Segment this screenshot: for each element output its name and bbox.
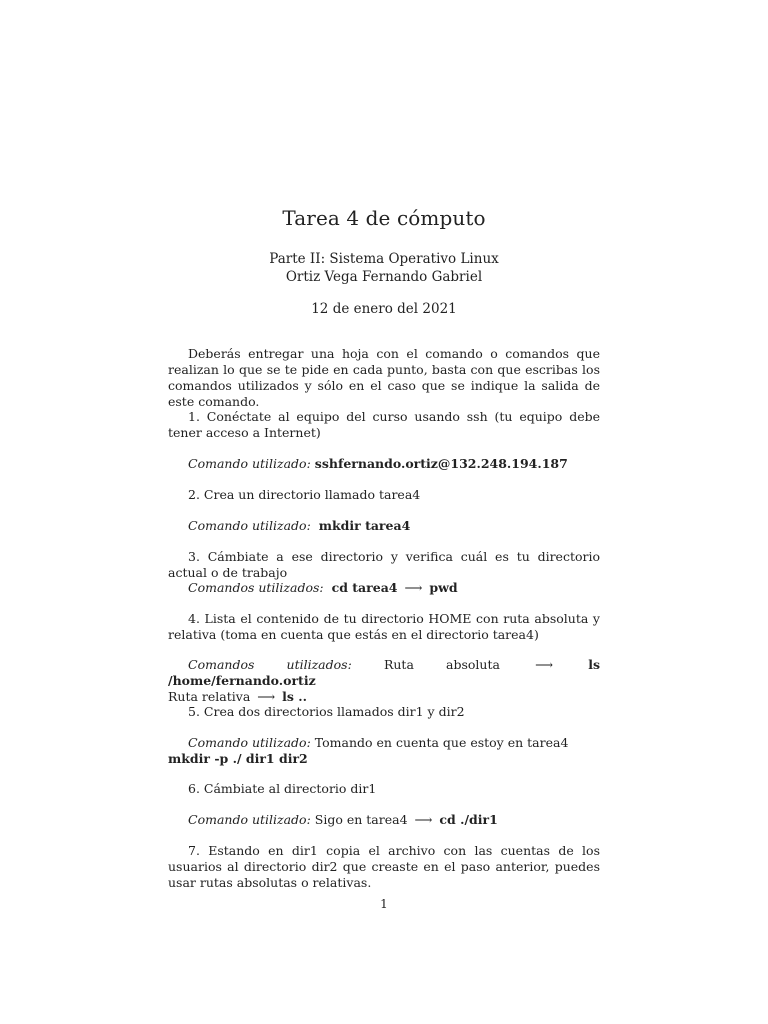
- answer-2: [168, 518, 600, 534]
- question-text: 2. Crea un directorio llamado tarea4: [188, 487, 421, 502]
- answer-label: Comandos utilizados:: [188, 657, 352, 672]
- question-3: [168, 549, 600, 581]
- author-name: Ortiz Vega Fernando Gabriel: [285, 269, 483, 285]
- question-4: [168, 611, 600, 643]
- question-6: [168, 781, 600, 797]
- command-text: ls ..: [282, 689, 308, 704]
- question-text: 4. Lista el contenido de tu directorio HOME con ruta absoluta y relativa (toma en cuenta que estás en el directorio tarea4): [168, 611, 600, 642]
- answer-label: Comando utilizado:: [188, 812, 311, 827]
- answer-text: Sigo en tarea4: [314, 812, 408, 827]
- question-text: 7. Estando en dir1 copia el archivo con las cuentas de los usuarios al directorio dir2 que creaste en el paso anterior, puedes usar rutas absolutas o relativas.: [168, 843, 600, 890]
- answer-text: Ruta relativa: [168, 689, 251, 704]
- command-text: sshfernando.ortiz@132.248.194.187: [314, 456, 568, 471]
- document-title: Tarea 4 de cómputo: [282, 206, 486, 230]
- arrow-icon: ⟶: [404, 580, 423, 595]
- document-subtitle: Parte II: Sistema Operativo Linux: [269, 251, 499, 267]
- command-text: mkdir -p ./ dir1 dir2: [168, 751, 308, 766]
- answer-label: Comandos utilizados:: [188, 580, 324, 595]
- answer-3: [168, 580, 600, 596]
- answer-label: Comando utilizado:: [188, 456, 311, 471]
- question-text: 5. Crea dos directorios llamados dir1 y dir2: [188, 704, 465, 719]
- answer-text: Ruta absoluta: [383, 657, 500, 672]
- question-text: 3. Cámbiate a ese directorio y verifica cuál es tu directorio actual o de trabajo: [168, 549, 600, 580]
- command-text: mkdir tarea4: [318, 518, 411, 533]
- question-7: [168, 843, 600, 891]
- intro-text: Deberás entregar una hoja con el comando o comandos que realizan lo que se te pide en cada punto, basta con que escribas los comandos utilizados y sólo en el caso que se indique la salida de este comando.: [168, 346, 600, 409]
- answer-label: Comando utilizado:: [188, 735, 311, 750]
- arrow-icon: ⟶: [257, 689, 276, 704]
- question-text: 6. Cámbiate al directorio dir1: [188, 781, 377, 796]
- question-5: [168, 704, 600, 720]
- command-text: pwd: [429, 580, 458, 595]
- intro-paragraph: [168, 346, 600, 410]
- answer-1: [168, 456, 600, 472]
- question-text: 1. Conéctate al equipo del curso usando ssh (tu equipo debe tener acceso a Internet): [168, 409, 600, 440]
- answer-6: [168, 812, 600, 828]
- command-text: ls /home/fernando.ortiz: [168, 657, 600, 688]
- arrow-icon: ⟶: [414, 812, 433, 827]
- command-text: cd tarea4: [331, 580, 398, 595]
- question-1: [168, 409, 600, 441]
- page-number: 1: [380, 897, 388, 911]
- command-text: cd ./dir1: [439, 812, 498, 827]
- answer-5: [168, 735, 600, 767]
- question-2: [168, 487, 600, 503]
- answer-label: Comando utilizado:: [188, 518, 311, 533]
- document-date: 12 de enero del 2021: [311, 301, 457, 317]
- answer-text: Tomando en cuenta que estoy en tarea4: [314, 735, 569, 750]
- arrow-icon: ⟶: [535, 657, 554, 672]
- answer-4: [168, 657, 600, 705]
